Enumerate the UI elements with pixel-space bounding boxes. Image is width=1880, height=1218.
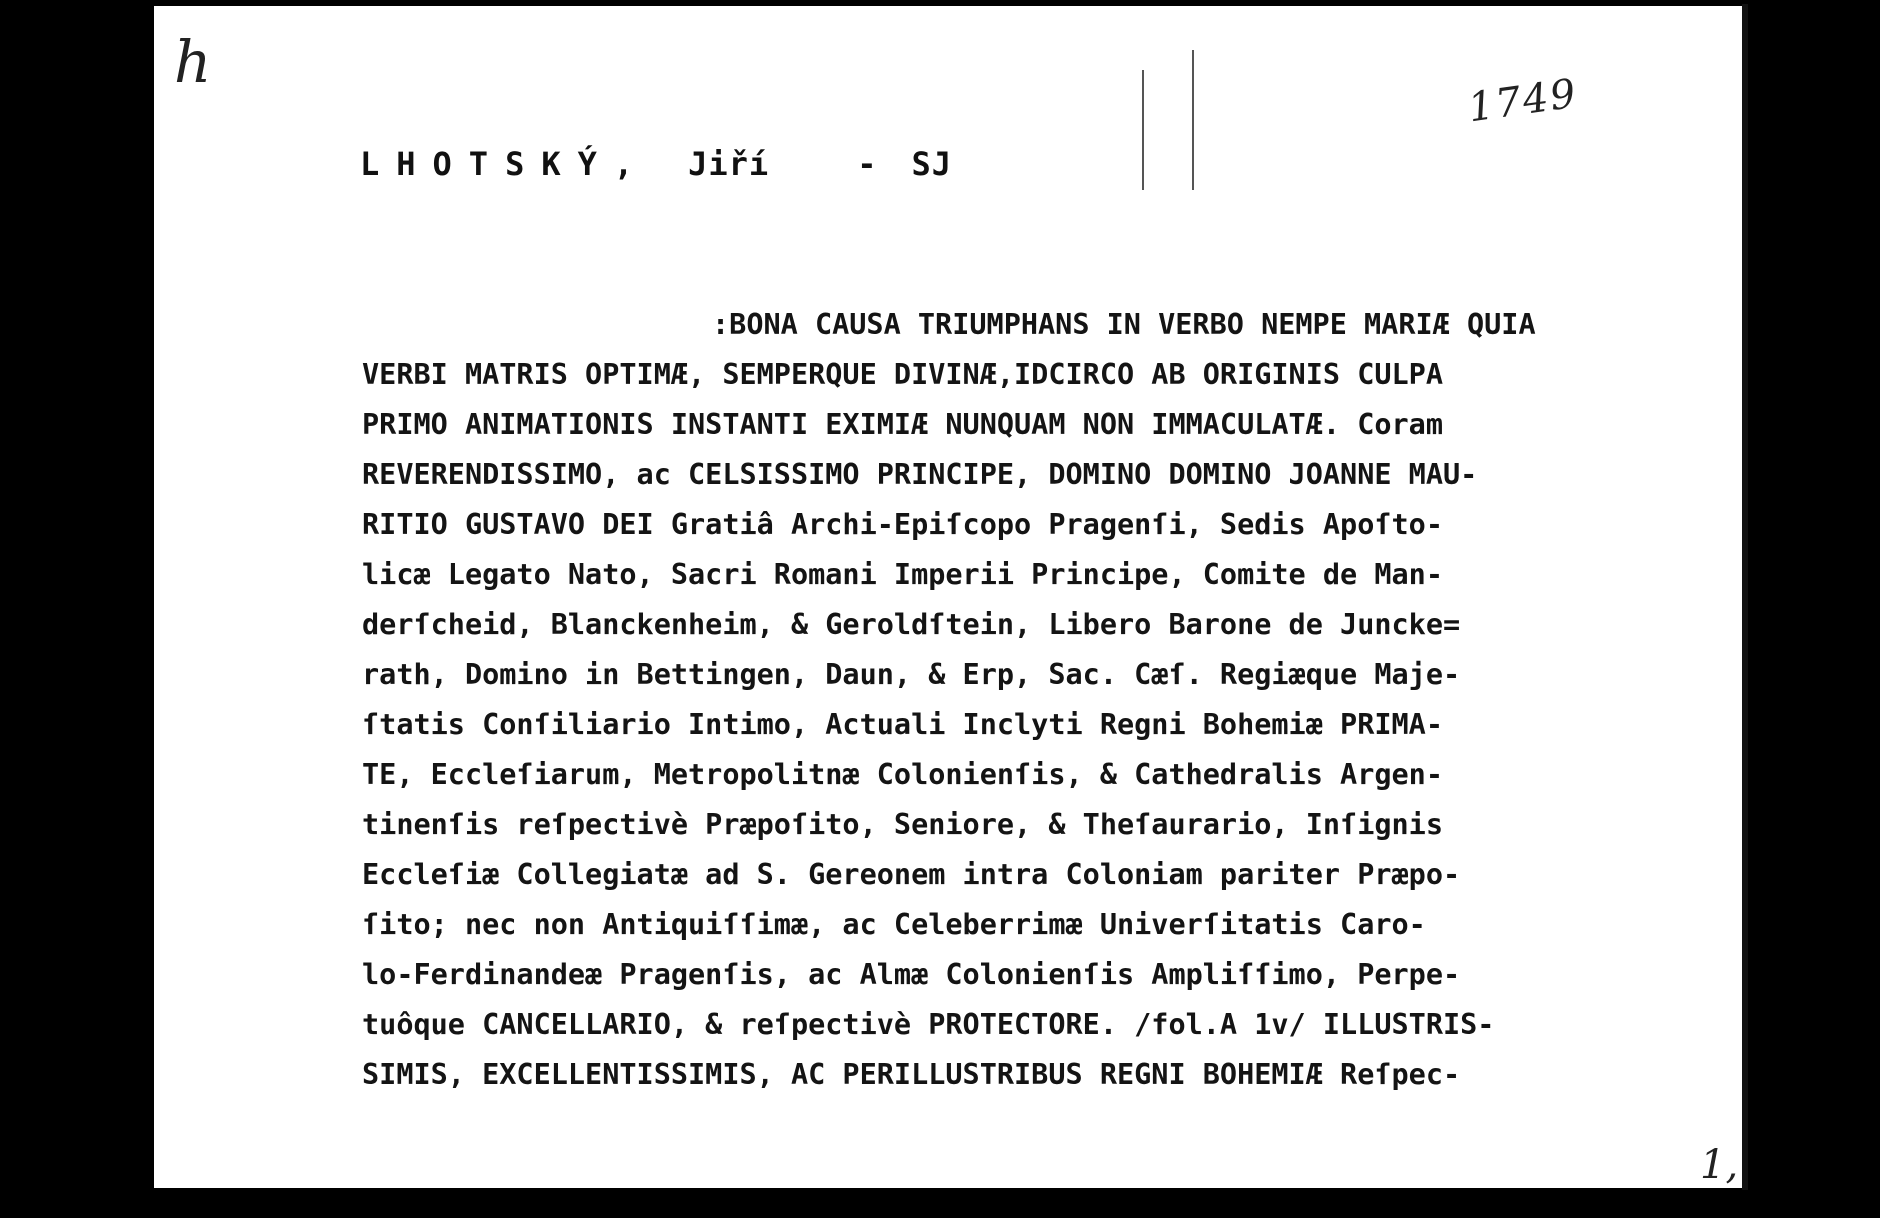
text-line: TE, Eccleſiarum, Metropolitnæ Colonienſis, & Cathedralis Argen- <box>362 758 1443 791</box>
handwritten-mark: h <box>174 28 212 96</box>
text-line: REVERENDISSIMO, ac CELSISSIMO PRINCIPE, DOMINO DOMINO JOANNE MAU- <box>362 458 1478 491</box>
text-line: lo-Ferdinandeæ Pragenſis, ac Almæ Colonienſis Ampliſſimo, Perpe- <box>362 958 1461 991</box>
card-heading <box>360 145 952 183</box>
text-line: ſtatis Conſiliario Intimo, Actuali Inclyti Regni Bohemiæ PRIMA- <box>362 708 1443 741</box>
handwritten-year: 1749 <box>1465 70 1581 132</box>
text-line: rath, Domino in Bettingen, Daun, & Erp, Sac. Cæſ. Regiæque Maje- <box>362 658 1461 691</box>
text-line: tinenſis reſpectivè Præpoſito, Seniore, & Theſaurario, Inſignis <box>362 808 1443 841</box>
text-line: PRIMO ANIMATIONIS INSTANTI EXIMIÆ NUNQUAM NON IMMACULATÆ. Coram <box>362 408 1443 441</box>
text-line: SIMIS, EXCELLENTISSIMIS, AC PERILLUSTRIBUS REGNI BOHEMIÆ Reſpec- <box>362 1058 1461 1091</box>
text-line: Eccleſiæ Collegiatæ ad S. Gereonem intra Coloniam pariter Præpo- <box>362 858 1461 891</box>
heading-separator: - <box>857 145 878 183</box>
text-line: licæ Legato Nato, Sacri Romani Imperii Principe, Comite de Man- <box>362 558 1443 591</box>
text-line: tuôque CANCELLARIO, & reſpectivè PROTECTORE. /fol.A 1v/ ILLUSTRIS- <box>362 1008 1495 1041</box>
card-edge <box>1742 4 1748 1190</box>
author-surname: LHOTSKÝ, <box>360 145 651 183</box>
text-line: RITIO GUSTAVO DEI Gratiâ Archi-Epiſcopo Pragenſi, Sedis Apoſto- <box>362 508 1443 541</box>
text-line: ſito; nec non Antiquiſſimæ, ac Celeberrimæ Univerſitatis Caro- <box>362 908 1426 941</box>
handwritten-page-number: 1, <box>1700 1142 1739 1188</box>
religious-order: SJ <box>911 145 952 183</box>
author-given-name: Jiří <box>688 145 770 183</box>
title-transcription <box>362 300 1742 1100</box>
text-line: VERBI MATRIS OPTIMÆ, SEMPERQUE DIVINÆ,IDCIRCO AB ORIGINIS CULPA <box>362 358 1443 391</box>
text-line: derſcheid, Blanckenheim, & Geroldſtein, Libero Barone de Juncke= <box>362 608 1461 641</box>
vertical-line <box>1192 50 1194 190</box>
vertical-line <box>1142 70 1144 190</box>
text-line: :BONA CAUSA TRIUMPHANS IN VERBO NEMPE MARIÆ QUIA <box>712 308 1536 341</box>
